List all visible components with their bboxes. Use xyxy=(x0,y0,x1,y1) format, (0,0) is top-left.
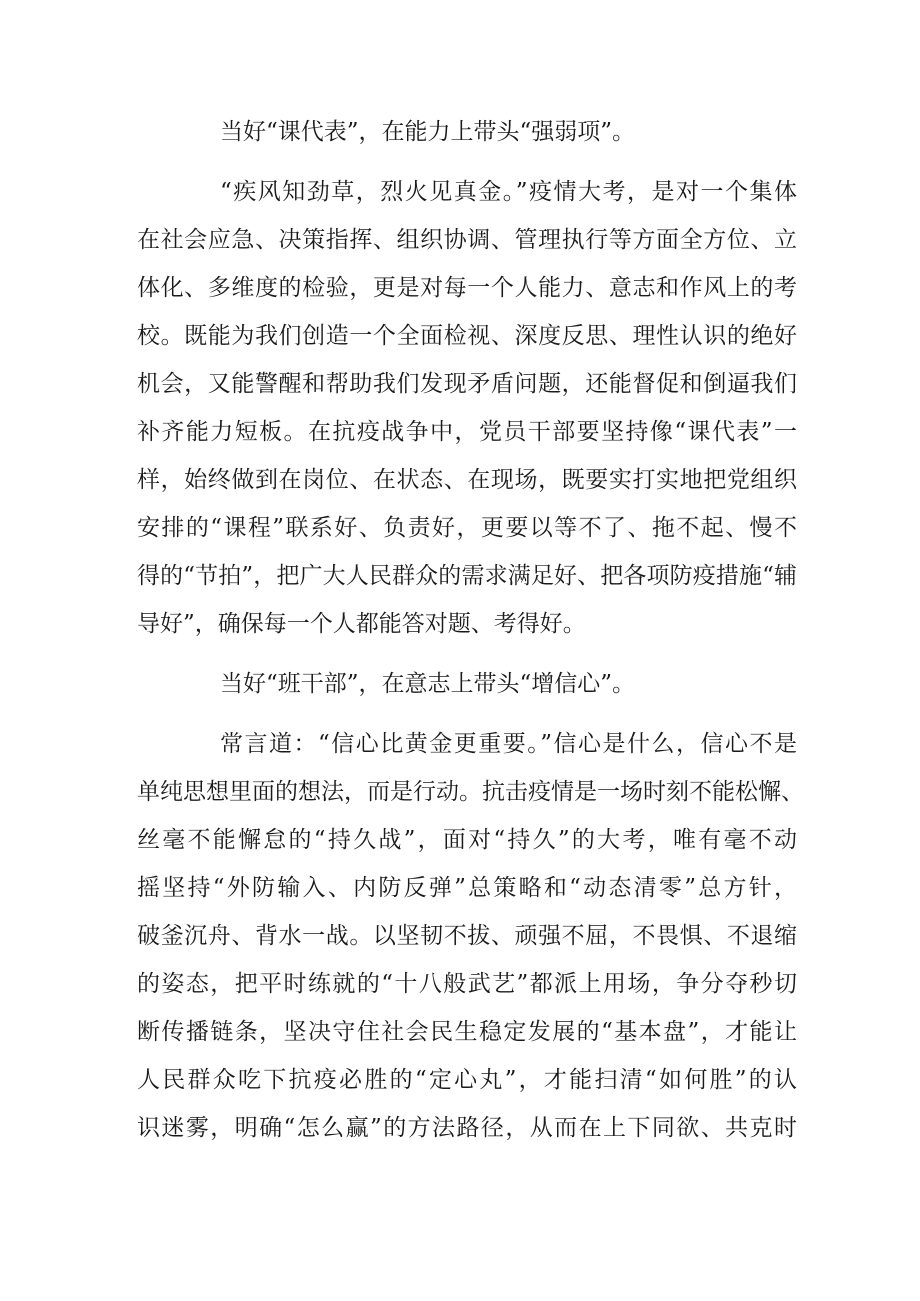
section-heading-2: 当好“班干部”，在意志上带头“增信心”。 xyxy=(220,671,636,697)
paragraph-2-line-8: 人民群众吃下抗疫必胜的“定心丸”，才能扫清“如何胜”的认 xyxy=(137,1067,797,1093)
paragraph-1-line-4: 校。既能为我们创造一个全面检视、深度反思、理性认识的绝好 xyxy=(137,323,797,349)
paragraph-1-line-6: 补齐能力短板。在抗疫战争中，党员干部要坚持像“课代表”一 xyxy=(137,419,797,445)
paragraph-2-line-2: 单纯思想里面的想法，而是行动。抗击疫情是一场时刻不能松懈、 xyxy=(137,779,804,805)
paragraph-2-line-9: 识迷雾，明确“怎么赢”的方法路径，从而在上下同欲、共克时 xyxy=(137,1115,797,1141)
paragraph-1-line-10: 导好”，确保每一个人都能答对题、考得好。 xyxy=(137,611,586,637)
paragraph-2-line-1: 常言道：“信心比黄金更重要。”信心是什么，信心不是 xyxy=(220,731,797,757)
section-heading-1: 当好“课代表”，在能力上带头“强弱项”。 xyxy=(220,119,636,145)
paragraph-1-line-5: 机会，又能警醒和帮助我们发现矛盾问题，还能督促和倒逼我们 xyxy=(137,371,797,397)
paragraph-1-line-9: 得的“节拍”，把广大人民群众的需求满足好、把各项防疫措施“辅 xyxy=(137,563,797,589)
paragraph-1-line-8: 安排的“课程”联系好、负责好，更要以等不了、拖不起、慢不 xyxy=(137,515,797,541)
paragraph-2-line-3: 丝毫不能懈怠的“持久战”，面对“持久”的大考，唯有毫不动 xyxy=(137,827,797,853)
paragraph-2-line-7: 断传播链条，坚决守住社会民生稳定发展的“基本盘”，才能让 xyxy=(137,1019,797,1045)
paragraph-1-line-3: 体化、多维度的检验，更是对每一个人能力、意志和作风上的考 xyxy=(137,275,797,301)
paragraph-1-line-7: 样，始终做到在岗位、在状态、在现场，既要实打实地把党组织 xyxy=(137,467,797,493)
paragraph-2-line-4: 摇坚持“外防输入、内防反弹”总策略和“动态清零”总方针， xyxy=(137,875,797,901)
paragraph-1-line-2: 在社会应急、决策指挥、组织协调、管理执行等方面全方位、立 xyxy=(137,227,797,253)
paragraph-2-line-6: 的姿态，把平时练就的“十八般武艺”都派上用场，争分夺秒切 xyxy=(137,971,797,997)
paragraph-1-line-1: “疾风知劲草，烈火见真金。”疫情大考，是对一个集体 xyxy=(220,179,797,205)
paragraph-2-line-5: 破釜沉舟、背水一战。以坚韧不拔、顽强不屈，不畏惧、不退缩 xyxy=(137,923,797,949)
